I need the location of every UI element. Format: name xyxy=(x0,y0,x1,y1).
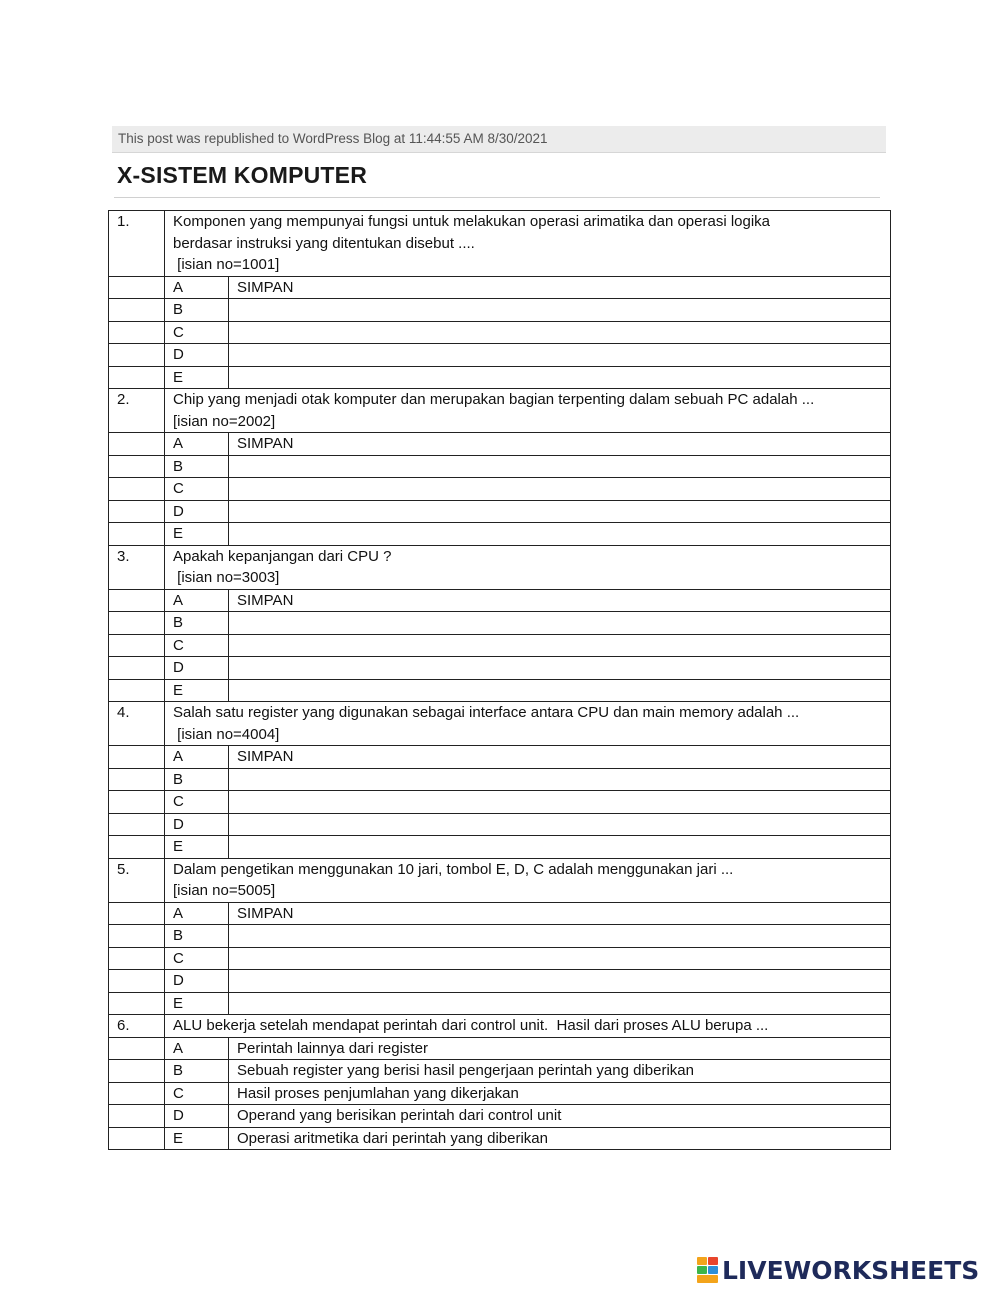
option-number-blank xyxy=(109,746,165,769)
option-number-blank xyxy=(109,1127,165,1150)
option-letter: C xyxy=(165,478,229,501)
liveworksheets-logo-text: LIVEWORKSHEETS xyxy=(722,1255,980,1285)
question-number: 1. xyxy=(109,211,165,277)
question-text-line: ALU bekerja setelah mendapat perintah dari control unit. Hasil dari proses ALU berupa ... xyxy=(173,1017,769,1034)
logo-mark-block xyxy=(708,1257,718,1265)
option-text: SIMPAN xyxy=(229,433,891,456)
option-number-blank xyxy=(109,679,165,702)
option-letter: C xyxy=(165,791,229,814)
question-row xyxy=(109,211,891,277)
option-row xyxy=(109,1127,891,1150)
option-letter: A xyxy=(165,276,229,299)
option-letter: D xyxy=(165,344,229,367)
option-number-blank xyxy=(109,634,165,657)
option-row xyxy=(109,1105,891,1128)
option-number-blank xyxy=(109,478,165,501)
option-row xyxy=(109,299,891,322)
option-number-blank xyxy=(109,589,165,612)
option-text: Perintah lainnya dari register xyxy=(229,1037,891,1060)
option-number-blank xyxy=(109,366,165,389)
option-text xyxy=(229,299,891,322)
option-letter: D xyxy=(165,813,229,836)
option-text xyxy=(229,523,891,546)
option-row xyxy=(109,970,891,993)
question-text xyxy=(165,389,891,433)
question-answer-tag: [isian no=2002] xyxy=(173,412,276,430)
option-row xyxy=(109,836,891,859)
option-row xyxy=(109,276,891,299)
option-row xyxy=(109,992,891,1015)
question-text xyxy=(165,211,891,277)
option-text xyxy=(229,634,891,657)
option-number-blank xyxy=(109,276,165,299)
question-text xyxy=(165,702,891,746)
option-letter: B xyxy=(165,925,229,948)
option-text xyxy=(229,366,891,389)
option-number-blank xyxy=(109,947,165,970)
question-text-line: Chip yang menjadi otak komputer dan merupakan bagian terpenting dalam sebuah PC adalah ... xyxy=(173,391,815,408)
option-letter: D xyxy=(165,970,229,993)
question-number: 2. xyxy=(109,389,165,433)
option-text: Operand yang berisikan perintah dari control unit xyxy=(229,1105,891,1128)
question-text xyxy=(165,1015,891,1038)
question-text-line: Komponen yang mempunyai fungsi untuk melakukan operasi arimatika dan operasi logika xyxy=(173,213,771,230)
question-text-line: Dalam pengetikan menggunakan 10 jari, tombol E, D, C adalah menggunakan jari ... xyxy=(173,860,734,878)
option-letter: B xyxy=(165,612,229,635)
option-letter: E xyxy=(165,679,229,702)
option-row xyxy=(109,1060,891,1083)
option-row xyxy=(109,321,891,344)
option-number-blank xyxy=(109,836,165,859)
option-row xyxy=(109,679,891,702)
option-row xyxy=(109,746,891,769)
option-row xyxy=(109,523,891,546)
option-text xyxy=(229,813,891,836)
option-text: Operasi aritmetika dari perintah yang diberikan xyxy=(229,1127,891,1150)
option-row xyxy=(109,634,891,657)
option-row xyxy=(109,478,891,501)
option-letter: D xyxy=(165,657,229,680)
option-number-blank xyxy=(109,321,165,344)
question-text-line: Salah satu register yang digunakan sebagai interface antara CPU dan main memory adalah ... xyxy=(173,704,800,721)
title-divider xyxy=(114,197,880,198)
logo-mark-block xyxy=(697,1257,707,1265)
option-row xyxy=(109,947,891,970)
page-title: X-SISTEM KOMPUTER xyxy=(117,162,368,188)
option-text xyxy=(229,679,891,702)
option-number-blank xyxy=(109,992,165,1015)
option-number-blank xyxy=(109,433,165,456)
option-letter: E xyxy=(165,523,229,546)
question-answer-tag: [isian no=1001] xyxy=(173,256,280,273)
option-text xyxy=(229,791,891,814)
option-text: SIMPAN xyxy=(229,589,891,612)
option-number-blank xyxy=(109,902,165,925)
option-letter: E xyxy=(165,1127,229,1150)
question-text xyxy=(165,858,891,902)
option-row xyxy=(109,657,891,680)
option-number-blank xyxy=(109,344,165,367)
option-letter: E xyxy=(165,992,229,1015)
option-text: SIMPAN xyxy=(229,276,891,299)
option-text xyxy=(229,344,891,367)
question-row xyxy=(109,702,891,746)
option-letter: E xyxy=(165,836,229,859)
option-number-blank xyxy=(109,925,165,948)
liveworksheets-logo xyxy=(697,1253,979,1287)
option-text: Sebuah register yang berisi hasil pengerjaan perintah yang diberikan xyxy=(229,1060,891,1083)
question-row xyxy=(109,858,891,902)
option-row xyxy=(109,366,891,389)
option-letter: D xyxy=(165,1105,229,1128)
option-row xyxy=(109,813,891,836)
option-number-blank xyxy=(109,1060,165,1083)
option-text xyxy=(229,455,891,478)
option-letter: C xyxy=(165,321,229,344)
question-number: 5. xyxy=(109,858,165,902)
option-number-blank xyxy=(109,612,165,635)
option-number-blank xyxy=(109,299,165,322)
liveworksheets-logo-icon xyxy=(697,1257,719,1283)
option-text: Hasil proses penjumlahan yang dikerjakan xyxy=(229,1082,891,1105)
option-row xyxy=(109,589,891,612)
question-answer-tag: [isian no=4004] xyxy=(173,725,280,743)
republish-banner xyxy=(112,126,886,153)
logo-mark-block xyxy=(708,1266,718,1274)
question-row xyxy=(109,545,891,589)
option-text xyxy=(229,500,891,523)
option-number-blank xyxy=(109,970,165,993)
option-number-blank xyxy=(109,1082,165,1105)
option-letter: A xyxy=(165,589,229,612)
option-letter: E xyxy=(165,366,229,389)
question-number: 3. xyxy=(109,545,165,589)
option-row xyxy=(109,1037,891,1060)
option-letter: B xyxy=(165,299,229,322)
option-text xyxy=(229,478,891,501)
option-number-blank xyxy=(109,768,165,791)
option-letter: B xyxy=(165,455,229,478)
option-text xyxy=(229,992,891,1015)
option-letter: C xyxy=(165,634,229,657)
option-letter: A xyxy=(165,746,229,769)
option-text xyxy=(229,657,891,680)
option-row xyxy=(109,455,891,478)
option-number-blank xyxy=(109,455,165,478)
option-text xyxy=(229,836,891,859)
republish-banner-text: This post was republished to WordPress Blog at 11:44:55 AM 8/30/2021 xyxy=(118,131,548,146)
option-number-blank xyxy=(109,791,165,814)
quiz-table xyxy=(108,210,891,1150)
option-text: SIMPAN xyxy=(229,902,891,925)
option-letter: A xyxy=(165,902,229,925)
option-number-blank xyxy=(109,813,165,836)
logo-mark-block xyxy=(697,1266,707,1274)
option-number-blank xyxy=(109,523,165,546)
option-text xyxy=(229,768,891,791)
question-answer-tag: [isian no=5005] xyxy=(173,882,276,899)
option-letter: D xyxy=(165,500,229,523)
option-letter: A xyxy=(165,1037,229,1060)
option-row xyxy=(109,433,891,456)
option-text xyxy=(229,970,891,993)
option-row xyxy=(109,500,891,523)
option-number-blank xyxy=(109,1105,165,1128)
option-number-blank xyxy=(109,1037,165,1060)
option-row xyxy=(109,612,891,635)
option-text xyxy=(229,947,891,970)
question-row xyxy=(109,1015,891,1038)
option-letter: B xyxy=(165,768,229,791)
option-row xyxy=(109,1082,891,1105)
option-text: SIMPAN xyxy=(229,746,891,769)
option-row xyxy=(109,925,891,948)
option-letter: B xyxy=(165,1060,229,1083)
option-row xyxy=(109,902,891,925)
question-text-line: Apakah kepanjangan dari CPU ? xyxy=(173,547,392,565)
question-text xyxy=(165,545,891,589)
question-number: 6. xyxy=(109,1015,165,1038)
option-number-blank xyxy=(109,500,165,523)
question-answer-tag: [isian no=3003] xyxy=(173,569,280,586)
option-letter: A xyxy=(165,433,229,456)
option-letter: C xyxy=(165,947,229,970)
question-number: 4. xyxy=(109,702,165,746)
option-row xyxy=(109,791,891,814)
option-text xyxy=(229,925,891,948)
question-row xyxy=(109,389,891,433)
logo-mark-block xyxy=(697,1275,718,1283)
option-text xyxy=(229,321,891,344)
option-row xyxy=(109,768,891,791)
option-letter: C xyxy=(165,1082,229,1105)
option-number-blank xyxy=(109,657,165,680)
option-text xyxy=(229,612,891,635)
question-text-line: berdasar instruksi yang ditentukan disebut .... xyxy=(173,234,475,252)
option-row xyxy=(109,344,891,367)
